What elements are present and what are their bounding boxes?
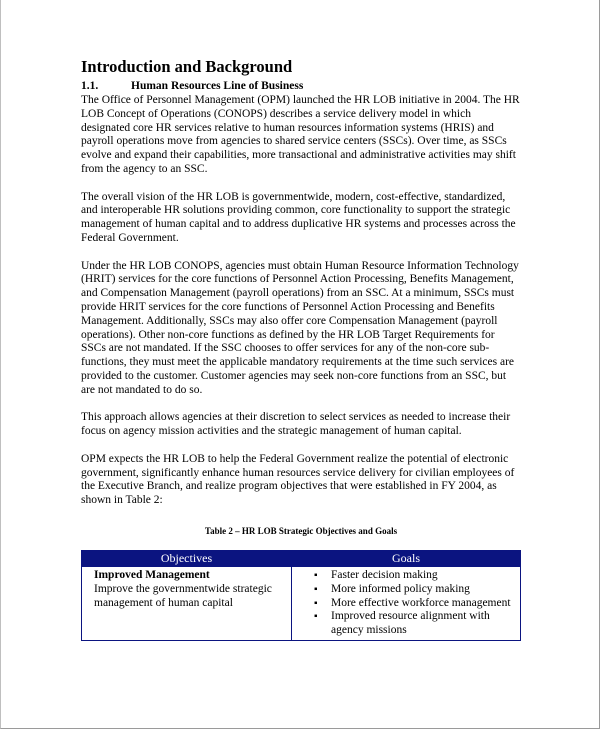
document-content xyxy=(81,57,521,641)
paragraph-approach: This approach allows agencies at their discretion to select services as needed to increase their focus on agency mission activities and the strategic management of human capital. xyxy=(81,411,511,438)
goals-cell xyxy=(292,566,521,640)
objectives-column-header: Objectives xyxy=(82,550,292,566)
objective-title: Improved Management xyxy=(94,568,210,581)
objective-cell xyxy=(82,566,292,640)
bullet-icon: ▪ xyxy=(314,583,318,595)
bullet-icon: ▪ xyxy=(314,597,318,609)
section-heading xyxy=(81,79,521,93)
paragraph-conops: Under the HR LOB CONOPS, agencies must obtain Human Resource Information Technology (HRIT) services for the core functions of Personnel Action Processing, Benefits Management, and Compensation Management (payroll operations) from an SSC. At a minimum, SSCs must provide HRIT services for the core functions of Personnel Action Processing and Benefits Management. Additionally, SSCs may also offer core Compensation Management (payroll operations). Other non-core functions as defined by the HR LOB Target Requirements for SSCs are not mandated. If the SSC chooses to offer services for any of the non-core sub-functions, they must meet the applicable mandatory requirements at the time such services are provided to the customer. Customer agencies may seek non-core functions from an SSC, but are not mandated to do so. xyxy=(81,259,519,396)
table-row xyxy=(82,566,521,640)
goals-list xyxy=(314,569,516,638)
objective-description: Improve the governmentwide strategic management of human capital xyxy=(94,582,272,609)
list-item xyxy=(314,569,516,583)
bullet-icon: ▪ xyxy=(314,611,318,623)
goal-text: Improved resource alignment with agency missions xyxy=(331,610,490,637)
list-item xyxy=(314,583,516,597)
section-title: Human Resources Line of Business xyxy=(131,80,304,92)
table-caption: Table 2 – HR LOB Strategic Objectives and Goals xyxy=(204,525,398,536)
paragraph-opm-launch: The Office of Personnel Management (OPM) launched the HR LOB initiative in 2004. The HR LOB Concept of Operations (CONOPS) describes a service delivery model in which designated core HR services relative to human resources information systems (HRIS) and payroll operations move from agencies to shared service centers (SSCs). Over time, as SSCs evolve and expand their capabilities, more transactional and administrative activities may shift from the agency to an SSC. xyxy=(81,94,520,175)
goal-text: Faster decision making xyxy=(331,568,438,581)
page-heading: Introduction and Background xyxy=(81,57,293,76)
paragraph-expectations: OPM expects the HR LOB to help the Federal Government realize the potential of electronic government, significantly enhance human resources service delivery for civilian employees of the Executive Branch, and realize program objectives that were established in FY 2004, as shown in Table 2: xyxy=(81,452,515,507)
objectives-goals-table xyxy=(81,550,521,641)
section-number: 1.1. xyxy=(81,80,99,92)
bullet-icon: ▪ xyxy=(314,569,318,581)
goal-text: More effective workforce management xyxy=(331,596,511,609)
list-item xyxy=(314,597,516,611)
table-header-row xyxy=(82,550,521,566)
body-text xyxy=(81,94,521,508)
goal-text: More informed policy making xyxy=(331,582,470,595)
list-item xyxy=(314,610,516,638)
goals-column-header: Goals xyxy=(292,550,521,566)
paragraph-vision: The overall vision of the HR LOB is governmentwide, modern, cost-effective, standardized, and interoperable HR solutions providing common, core functionality to support the strategic management of human capital and to address duplicative HR systems and processes across the Federal Government. xyxy=(81,190,516,244)
